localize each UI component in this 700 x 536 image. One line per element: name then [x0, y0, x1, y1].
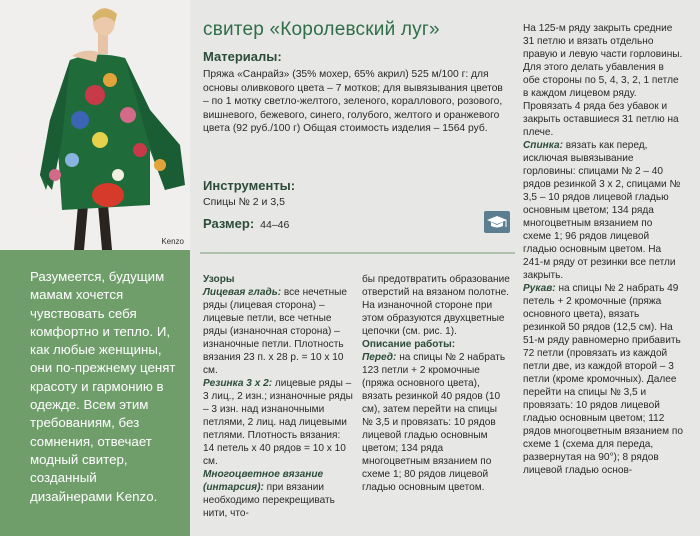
- size-value: 44–46: [260, 219, 290, 231]
- front-text: на спицы № 2 набрать 123 петли + 2 кромочные (пряжа основного цвета), вязать резинкой 40 рядов (10 см), затем перейти на спицы № 3,5 и провязать: 10 рядов лицевой гладью основным цветом; 134 ряда многоцветным вязанием по схеме 1; 80 рядов лицевой гладью основным цветом.: [362, 352, 506, 493]
- graduation-cap-icon: [484, 211, 510, 233]
- back-heading: Спинка:: [523, 140, 563, 151]
- column-description: [362, 273, 510, 494]
- rib-text: лицевые ряды – 3 лиц., 2 изн.; изнаночные ряды – 3 изн. над изнаночными петлями, 2 лиц. над лицевыми петлями. Плотность вязания: 14 петель х 40 рядов = 10 х 10 см.: [203, 378, 353, 467]
- face-stitch-heading: Лицевая гладь:: [203, 287, 282, 298]
- size-section: [203, 216, 289, 231]
- intarsia-heading: Многоцветное вязание (интарсия):: [203, 469, 324, 493]
- model-photo: [0, 0, 190, 250]
- size-heading: Размер:: [203, 216, 255, 231]
- column-patterns: [203, 273, 353, 520]
- column-continuation: [523, 22, 683, 477]
- section-divider: [200, 252, 515, 254]
- intarsia-continued: бы предотвратить образование отверстий на вязаном полотне. На изнаночной стороне при этом образуются двухцветные цепочки (см. рис. 1).: [362, 274, 510, 337]
- face-stitch-text: все нечетные ряды (лицевая сторона) – лицевые петли, все четные ряды (изнаночная сторона) – изнаночные петли. Плотность вязания 23 п. х 28 р. = 10 х 10 см.: [203, 287, 348, 376]
- rib-heading: Резинка 3 х 2:: [203, 378, 273, 389]
- tools-heading: Инструменты:: [203, 178, 296, 193]
- sleeve-text: на спицы № 2 набрать 49 петель + 2 кромочные (пряжа основного цвета), вязать резинкой 50 рядов (12,5 см). На 51-м ряду равномерно прибавить 72 петли (провязать из каждой петли две, из каждой второй – 3 петли (кроме кромочных). Далее перейти на спицы № 3,5 и провязать: 10 рядов лицевой гладью основным цветом; 112 рядов многоцветным вязанием по схеме 1 (схема для переда, развернутая на 90°); 8 рядов лицевой гладью основ-: [523, 283, 683, 476]
- back-text: вязать как перед, исключая вывязывание горловины: спицами № 2 – 40 рядов резинкой 3 х 2, спицами № 3,5 – 10 рядов лицевой гладью основным цветом; 134 ряда многоцветным вязанием по схеме 1; 96 рядов лицевой гладью основным цветом. На 241-м ряду от резинки все петли закрыть.: [523, 140, 681, 281]
- front-heading: Перед:: [362, 352, 397, 363]
- description-heading: Описание работы:: [362, 339, 456, 350]
- sleeve-heading: Рукав:: [523, 283, 556, 294]
- materials-text: Пряжа «Санрайз» (35% мохер, 65% акрил) 525 м/100 г: для основы оливкового цвета – 7 мотков; для вывязывания цветов – по 1 мотку светло-желтого, зеленого, кораллового, розового, вишневого, бежевого, синего, голубого, желтого и оранжевого цвета (92 руб./100 г) Общая стоимость изделия – 1564 руб.: [203, 69, 503, 135]
- intro-text: Разумеется, будущим мамам хочется чувствовать себя комфортно и тепло. И, как любые женщины, они по-прежнему ценят красоту и гармонию в одежде. Всем этим требованиям, без сомнения, отвечает модный свитер, созданный дизайнерами Kenzo.: [30, 269, 176, 504]
- patterns-heading: Узоры: [203, 274, 235, 285]
- page-title: свитер «Королевский луг»: [203, 19, 440, 40]
- model-illustration: [0, 0, 190, 250]
- intarsia-text: при вязании необходимо перекрещивать нити, что-: [203, 482, 335, 519]
- tools-text: Спицы № 2 и 3,5: [203, 196, 285, 208]
- neckline-text: На 125-м ряду закрыть средние 31 петлю и вязать отдельно правую и левую части горловины. Для этого делать убавления в обе стороны по 5, 4, 3, 2, 1 петле в каждом лицевом ряду. Провязать 4 ряда без убавок и закрыть оставшиеся 31 петлю на плече.: [523, 23, 683, 138]
- intro-panel: [0, 250, 190, 536]
- materials-heading: Материалы:: [203, 49, 282, 64]
- photo-credit: Kenzo: [161, 237, 184, 246]
